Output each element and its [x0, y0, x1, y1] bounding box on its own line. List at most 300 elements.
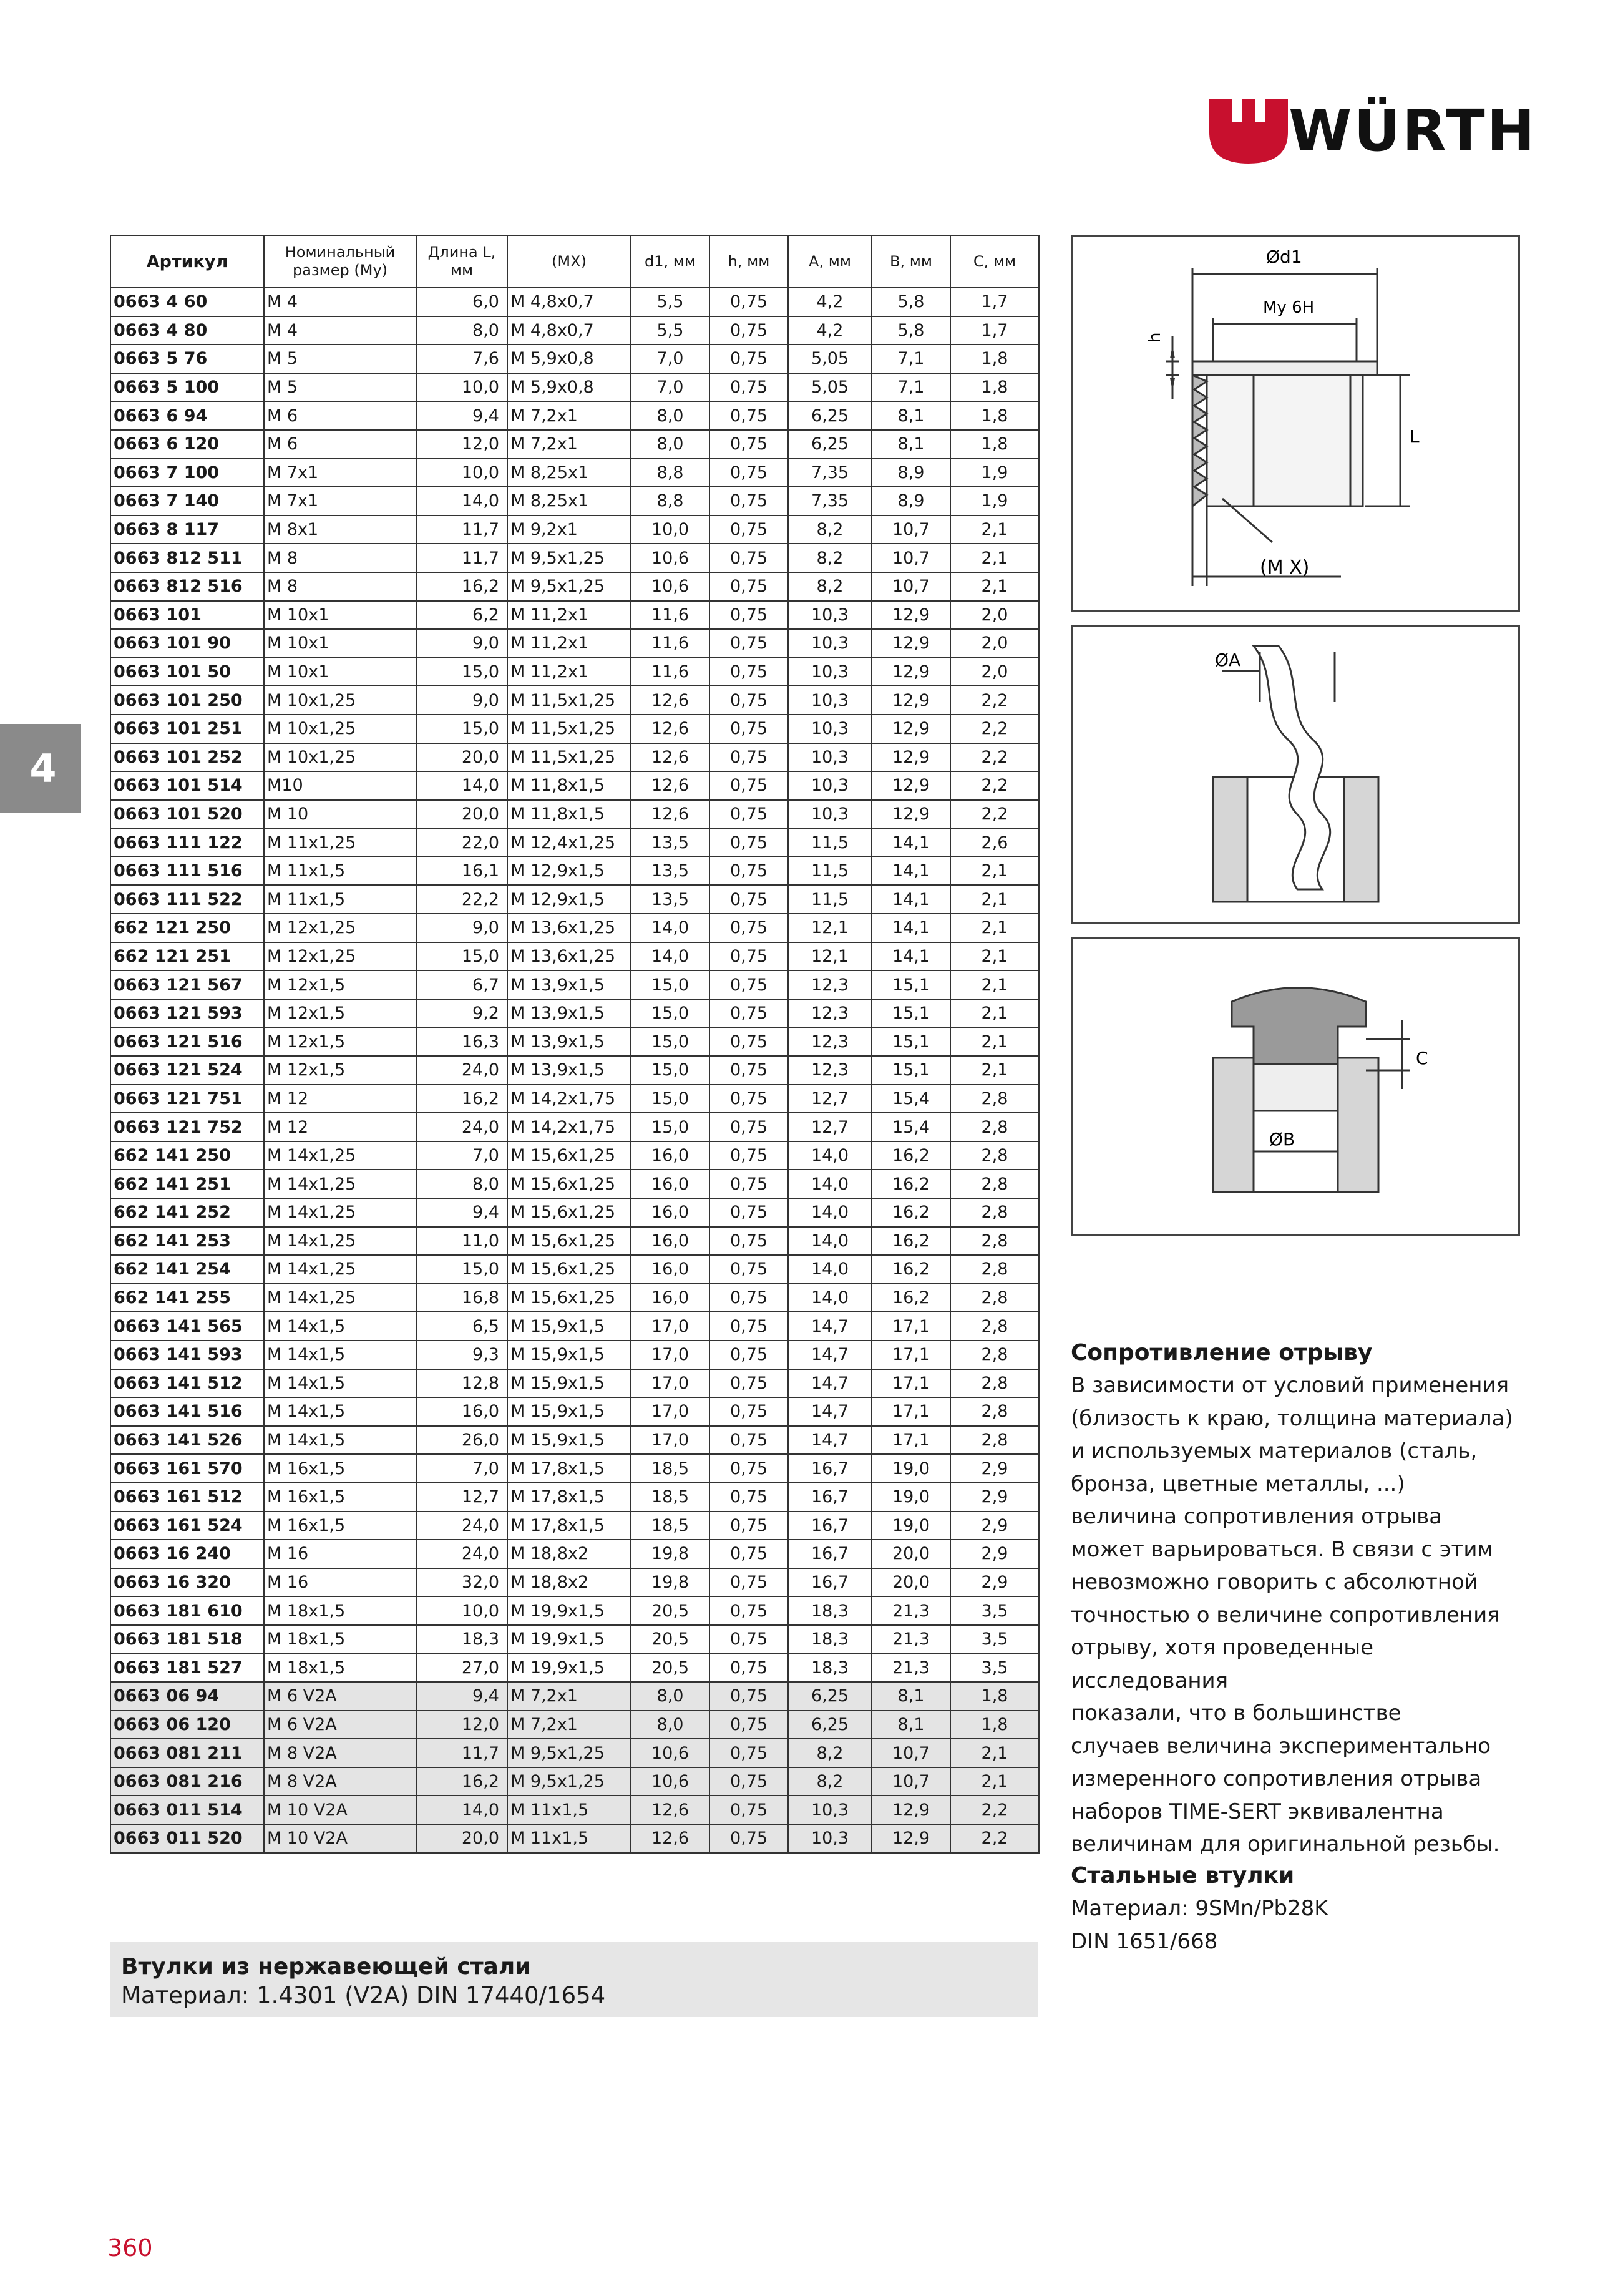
cell-b: 19,0 [872, 1483, 950, 1512]
cell-mx: M 4,8x0,7 [507, 288, 631, 316]
cell-nominal-size: M 11x1,5 [264, 857, 416, 886]
cell-article: 0663 121 752 [110, 1113, 264, 1141]
cell-d1: 19,8 [631, 1568, 709, 1597]
cell-nominal-size: M 14x1,5 [264, 1341, 416, 1369]
cell-mx: M 9,5x1,25 [507, 544, 631, 572]
cell-a: 8,2 [788, 572, 872, 601]
table-row [110, 686, 1039, 715]
cell-h: 0,75 [709, 1568, 788, 1597]
cell-length: 7,0 [416, 1141, 507, 1170]
cell-d1: 12,6 [631, 1824, 709, 1853]
cell-article: 0663 812 516 [110, 572, 264, 601]
cell-a: 16,7 [788, 1540, 872, 1568]
cell-length: 26,0 [416, 1426, 507, 1455]
cell-c: 1,8 [950, 401, 1039, 430]
cell-h: 0,75 [709, 1255, 788, 1284]
steel-title: Стальные втулки [1071, 1863, 1295, 1888]
cell-b: 20,0 [872, 1568, 950, 1597]
cell-c: 2,1 [950, 1739, 1039, 1767]
cell-length: 15,0 [416, 1255, 507, 1284]
cell-nominal-size: M 16 [264, 1540, 416, 1568]
table-row [110, 1739, 1039, 1767]
steel-section [1071, 1860, 1520, 1958]
cell-d1: 12,6 [631, 715, 709, 743]
cell-nominal-size: M 8x1 [264, 515, 416, 544]
cell-nominal-size: M 16 [264, 1568, 416, 1597]
header-d1: d1, мм [631, 235, 709, 288]
table-row [110, 1540, 1039, 1568]
cell-a: 10,3 [788, 771, 872, 800]
cell-b: 20,0 [872, 1540, 950, 1568]
cell-nominal-size: M 10x1,25 [264, 715, 416, 743]
cell-c: 2,9 [950, 1454, 1039, 1483]
cell-c: 2,6 [950, 828, 1039, 857]
table-row [110, 658, 1039, 686]
cell-a: 18,3 [788, 1625, 872, 1654]
cell-c: 2,9 [950, 1540, 1039, 1568]
cell-nominal-size: M 5 [264, 344, 416, 373]
drill-a-label: ØA [1215, 650, 1241, 670]
cell-c: 2,1 [950, 1027, 1039, 1056]
cell-d1: 16,0 [631, 1170, 709, 1198]
cell-article: 0663 011 514 [110, 1795, 264, 1824]
cell-b: 16,2 [872, 1170, 950, 1198]
cell-h: 0,75 [709, 999, 788, 1028]
cell-a: 8,2 [788, 515, 872, 544]
cell-d1: 12,6 [631, 743, 709, 772]
cell-length: 6,7 [416, 970, 507, 999]
cell-article: 0663 161 570 [110, 1454, 264, 1483]
table-row [110, 515, 1039, 544]
cell-b: 14,1 [872, 828, 950, 857]
cell-length: 8,0 [416, 316, 507, 345]
cell-b: 10,7 [872, 544, 950, 572]
cell-mx: M 7,2x1 [507, 1711, 631, 1739]
cell-mx: M 5,9x0,8 [507, 344, 631, 373]
cell-nominal-size: M 10 V2A [264, 1824, 416, 1853]
cell-h: 0,75 [709, 914, 788, 942]
cell-mx: M 7,2x1 [507, 1682, 631, 1711]
cell-a: 14,7 [788, 1312, 872, 1341]
cell-article: 662 141 253 [110, 1227, 264, 1256]
cell-article: 0663 101 50 [110, 658, 264, 686]
cell-mx: M 13,6x1,25 [507, 942, 631, 971]
cell-h: 0,75 [709, 288, 788, 316]
cell-length: 12,8 [416, 1369, 507, 1398]
cell-d1: 20,5 [631, 1625, 709, 1654]
cell-a: 14,7 [788, 1397, 872, 1426]
cell-h: 0,75 [709, 1596, 788, 1625]
cell-d1: 10,6 [631, 572, 709, 601]
cell-b: 10,7 [872, 515, 950, 544]
cell-a: 8,2 [788, 1767, 872, 1796]
cell-h: 0,75 [709, 771, 788, 800]
cell-article: 0663 121 524 [110, 1056, 264, 1085]
steel-din: DIN 1651/668 [1071, 1928, 1218, 1954]
stainless-title: Втулки из нержавеющей стали [121, 1954, 531, 1980]
cell-length: 12,0 [416, 430, 507, 459]
cell-b: 10,7 [872, 1739, 950, 1767]
cell-length: 22,0 [416, 828, 507, 857]
cell-h: 0,75 [709, 857, 788, 886]
pullout-text-line: В зависимости от условий применения [1071, 1373, 1509, 1398]
counterbore-diagram [1071, 937, 1520, 1236]
cell-article: 0663 111 122 [110, 828, 264, 857]
spec-table [110, 235, 1040, 1854]
table-row [110, 1711, 1039, 1739]
cell-mx: M 18,8x2 [507, 1568, 631, 1597]
header-length: Длина L, мм [416, 235, 507, 288]
cell-b: 14,1 [872, 857, 950, 886]
table-row [110, 544, 1039, 572]
table-row [110, 316, 1039, 345]
cell-nominal-size: M 14x1,25 [264, 1198, 416, 1227]
cell-article: 0663 16 240 [110, 1540, 264, 1568]
cell-b: 12,9 [872, 686, 950, 715]
table-row [110, 1255, 1039, 1284]
cell-b: 14,1 [872, 885, 950, 914]
cell-mx: M 17,8x1,5 [507, 1454, 631, 1483]
cell-a: 14,7 [788, 1369, 872, 1398]
cell-nominal-size: M 10x1,25 [264, 686, 416, 715]
cell-length: 7,6 [416, 344, 507, 373]
cell-c: 2,1 [950, 914, 1039, 942]
cell-a: 7,35 [788, 459, 872, 487]
cell-d1: 14,0 [631, 914, 709, 942]
table-row [110, 1284, 1039, 1312]
table-row [110, 1426, 1039, 1455]
cell-length: 9,3 [416, 1341, 507, 1369]
table-row [110, 1027, 1039, 1056]
steel-material: Материал: 9SMn/Pb28K [1071, 1896, 1328, 1921]
cell-nominal-size: M 14x1,5 [264, 1426, 416, 1455]
cell-mx: M 15,9x1,5 [507, 1426, 631, 1455]
cell-d1: 8,8 [631, 459, 709, 487]
cell-mx: M 15,6x1,25 [507, 1255, 631, 1284]
table-row [110, 800, 1039, 829]
cell-d1: 15,0 [631, 1113, 709, 1141]
cell-article: 0663 161 512 [110, 1483, 264, 1512]
cell-nominal-size: M 12 [264, 1085, 416, 1113]
cell-mx: M 19,9x1,5 [507, 1596, 631, 1625]
cell-h: 0,75 [709, 1312, 788, 1341]
cell-b: 12,9 [872, 601, 950, 630]
cell-b: 12,9 [872, 715, 950, 743]
cell-a: 12,7 [788, 1085, 872, 1113]
cell-length: 16,2 [416, 1767, 507, 1796]
cell-b: 16,2 [872, 1284, 950, 1312]
cell-length: 9,4 [416, 1682, 507, 1711]
cell-length: 15,0 [416, 658, 507, 686]
cell-mx: M 15,9x1,5 [507, 1397, 631, 1426]
cell-article: 662 141 252 [110, 1198, 264, 1227]
cell-b: 17,1 [872, 1397, 950, 1426]
cell-c: 2,8 [950, 1369, 1039, 1398]
cell-d1: 15,0 [631, 999, 709, 1028]
cell-article: 662 141 250 [110, 1141, 264, 1170]
cell-a: 12,3 [788, 970, 872, 999]
cell-a: 14,7 [788, 1426, 872, 1455]
cell-article: 0663 141 526 [110, 1426, 264, 1455]
pullout-text-line: бронза, цветные металлы, ...) [1071, 1471, 1405, 1497]
cell-c: 2,8 [950, 1426, 1039, 1455]
cell-c: 2,1 [950, 942, 1039, 971]
cell-a: 14,0 [788, 1170, 872, 1198]
cell-length: 24,0 [416, 1540, 507, 1568]
cell-h: 0,75 [709, 1739, 788, 1767]
cell-mx: M 18,8x2 [507, 1540, 631, 1568]
cell-d1: 11,6 [631, 601, 709, 630]
cell-d1: 10,0 [631, 515, 709, 544]
cell-b: 8,1 [872, 430, 950, 459]
cell-nominal-size: M 6 [264, 401, 416, 430]
chapter-tab[interactable]: 4 [0, 724, 81, 813]
cell-article: 662 141 254 [110, 1255, 264, 1284]
table-row [110, 1113, 1039, 1141]
cell-length: 20,0 [416, 1824, 507, 1853]
cell-mx: M 12,4x1,25 [507, 828, 631, 857]
cell-h: 0,75 [709, 629, 788, 658]
cell-nominal-size: M 5 [264, 373, 416, 402]
cell-length: 14,0 [416, 487, 507, 515]
cell-a: 10,3 [788, 686, 872, 715]
cell-mx: M 11,5x1,25 [507, 743, 631, 772]
cell-b: 14,1 [872, 914, 950, 942]
cell-nominal-size: M 12 [264, 1113, 416, 1141]
cell-nominal-size: M 16x1,5 [264, 1483, 416, 1512]
cell-c: 2,8 [950, 1341, 1039, 1369]
cell-h: 0,75 [709, 601, 788, 630]
cell-h: 0,75 [709, 1141, 788, 1170]
cell-article: 662 121 251 [110, 942, 264, 971]
cell-b: 10,7 [872, 572, 950, 601]
cell-c: 1,7 [950, 316, 1039, 345]
cell-length: 9,0 [416, 686, 507, 715]
cell-a: 6,25 [788, 1711, 872, 1739]
cell-mx: M 19,9x1,5 [507, 1625, 631, 1654]
cell-h: 0,75 [709, 373, 788, 402]
cell-nominal-size: M 16x1,5 [264, 1454, 416, 1483]
cell-article: 0663 4 60 [110, 288, 264, 316]
pullout-text-line: величина сопротивления отрыва [1071, 1504, 1443, 1529]
table-row [110, 459, 1039, 487]
cell-nominal-size: M 12x1,5 [264, 999, 416, 1028]
cell-c: 2,8 [950, 1284, 1039, 1312]
cell-nominal-size: M 6 V2A [264, 1682, 416, 1711]
table-row [110, 1341, 1039, 1369]
cell-h: 0,75 [709, 686, 788, 715]
cell-a: 14,0 [788, 1284, 872, 1312]
table-row [110, 1056, 1039, 1085]
table-row [110, 970, 1039, 999]
cell-length: 32,0 [416, 1568, 507, 1597]
cell-article: 0663 7 100 [110, 459, 264, 487]
table-row [110, 1454, 1039, 1483]
cell-length: 9,0 [416, 914, 507, 942]
cell-b: 16,2 [872, 1141, 950, 1170]
cell-d1: 14,0 [631, 942, 709, 971]
cell-length: 16,3 [416, 1027, 507, 1056]
cell-c: 1,8 [950, 1682, 1039, 1711]
header-mx: (MX) [507, 235, 631, 288]
cell-d1: 15,0 [631, 1027, 709, 1056]
cell-h: 0,75 [709, 1454, 788, 1483]
cell-h: 0,75 [709, 885, 788, 914]
cell-b: 15,4 [872, 1085, 950, 1113]
cell-length: 14,0 [416, 771, 507, 800]
cell-d1: 16,0 [631, 1227, 709, 1256]
cell-length: 22,2 [416, 885, 507, 914]
cell-h: 0,75 [709, 344, 788, 373]
cell-h: 0,75 [709, 942, 788, 971]
cell-d1: 10,6 [631, 1767, 709, 1796]
table-row [110, 1369, 1039, 1398]
cell-article: 0663 101 251 [110, 715, 264, 743]
cell-h: 0,75 [709, 1654, 788, 1683]
cell-h: 0,75 [709, 1198, 788, 1227]
cell-mx: M 5,9x0,8 [507, 373, 631, 402]
cell-c: 1,7 [950, 288, 1039, 316]
cell-h: 0,75 [709, 1397, 788, 1426]
cell-length: 10,0 [416, 1596, 507, 1625]
cell-a: 16,7 [788, 1512, 872, 1540]
cell-d1: 8,8 [631, 487, 709, 515]
cell-b: 16,2 [872, 1227, 950, 1256]
cell-mx: M 15,6x1,25 [507, 1170, 631, 1198]
cell-nominal-size: M10 [264, 771, 416, 800]
page-number: 360 [107, 2234, 153, 2262]
cell-h: 0,75 [709, 1795, 788, 1824]
cell-b: 16,2 [872, 1255, 950, 1284]
cell-a: 14,7 [788, 1341, 872, 1369]
cell-c: 1,8 [950, 1711, 1039, 1739]
cell-length: 11,7 [416, 544, 507, 572]
cell-a: 10,3 [788, 629, 872, 658]
table-row [110, 857, 1039, 886]
cell-h: 0,75 [709, 658, 788, 686]
cell-article: 0663 8 117 [110, 515, 264, 544]
cell-d1: 8,0 [631, 401, 709, 430]
cell-length: 16,2 [416, 572, 507, 601]
cell-a: 10,3 [788, 715, 872, 743]
cell-d1: 16,0 [631, 1255, 709, 1284]
cell-a: 10,3 [788, 743, 872, 772]
cell-d1: 13,5 [631, 857, 709, 886]
cell-c: 3,5 [950, 1596, 1039, 1625]
pullout-text-line: случаев величина экспериментально [1071, 1733, 1491, 1759]
cell-article: 662 141 251 [110, 1170, 264, 1198]
cell-mx: M 11,8x1,5 [507, 771, 631, 800]
cell-nominal-size: M 7x1 [264, 459, 416, 487]
cell-c: 1,8 [950, 430, 1039, 459]
cell-d1: 17,0 [631, 1397, 709, 1426]
table-row [110, 1568, 1039, 1597]
cell-article: 0663 141 512 [110, 1369, 264, 1398]
table-row [110, 828, 1039, 857]
cell-a: 16,7 [788, 1454, 872, 1483]
cell-h: 0,75 [709, 1483, 788, 1512]
cell-c: 2,1 [950, 572, 1039, 601]
cell-mx: M 17,8x1,5 [507, 1483, 631, 1512]
cell-nominal-size: M 10 [264, 800, 416, 829]
table-row [110, 1170, 1039, 1198]
cell-d1: 17,0 [631, 1312, 709, 1341]
cell-d1: 12,6 [631, 1795, 709, 1824]
cell-article: 0663 121 516 [110, 1027, 264, 1056]
cell-b: 8,1 [872, 401, 950, 430]
header-a: A, мм [788, 235, 872, 288]
cell-b: 8,9 [872, 459, 950, 487]
cell-nominal-size: M 14x1,5 [264, 1312, 416, 1341]
table-row [110, 401, 1039, 430]
table-row [110, 601, 1039, 630]
table-row [110, 1625, 1039, 1654]
cell-length: 9,4 [416, 401, 507, 430]
cell-nominal-size: M 14x1,25 [264, 1141, 416, 1170]
cell-article: 0663 16 320 [110, 1568, 264, 1597]
cell-a: 14,0 [788, 1227, 872, 1256]
cell-h: 0,75 [709, 1682, 788, 1711]
cell-d1: 11,6 [631, 658, 709, 686]
cell-h: 0,75 [709, 1767, 788, 1796]
cell-d1: 12,6 [631, 771, 709, 800]
cell-a: 11,5 [788, 885, 872, 914]
pullout-text-line: невозможно говорить с абсолютной [1071, 1570, 1478, 1595]
header-article: Артикул [110, 235, 264, 288]
table-row [110, 1085, 1039, 1113]
table-row [110, 1227, 1039, 1256]
cell-nominal-size: M 6 V2A [264, 1711, 416, 1739]
cell-mx: M 9,2x1 [507, 515, 631, 544]
cell-b: 21,3 [872, 1625, 950, 1654]
cell-length: 12,7 [416, 1483, 507, 1512]
cell-a: 12,3 [788, 999, 872, 1028]
cell-length: 12,0 [416, 1711, 507, 1739]
cell-length: 16,2 [416, 1085, 507, 1113]
table-row [110, 487, 1039, 515]
cell-d1: 11,6 [631, 629, 709, 658]
cell-article: 0663 06 120 [110, 1711, 264, 1739]
pullout-text-line: измеренного сопротивления отрыва [1071, 1766, 1482, 1791]
cell-b: 7,1 [872, 344, 950, 373]
cell-h: 0,75 [709, 1625, 788, 1654]
cell-article: 0663 161 524 [110, 1512, 264, 1540]
cell-b: 17,1 [872, 1312, 950, 1341]
table-row [110, 1795, 1039, 1824]
cell-a: 14,0 [788, 1198, 872, 1227]
cell-d1: 19,8 [631, 1540, 709, 1568]
cell-a: 4,2 [788, 288, 872, 316]
cell-mx: M 13,9x1,5 [507, 1027, 631, 1056]
pullout-text-line: (близость к краю, толщина материала) [1071, 1405, 1513, 1431]
pullout-text-line: отрыву, хотя проведенные исследования [1071, 1635, 1374, 1693]
stainless-material: Материал: 1.4301 (V2A) DIN 17440/1654 [121, 1982, 606, 2009]
cell-mx: M 13,9x1,5 [507, 970, 631, 999]
cell-length: 11,7 [416, 1739, 507, 1767]
cell-a: 12,7 [788, 1113, 872, 1141]
cell-d1: 15,0 [631, 1085, 709, 1113]
cell-article: 0663 181 610 [110, 1596, 264, 1625]
cell-b: 8,1 [872, 1682, 950, 1711]
cell-mx: M 11x1,5 [507, 1824, 631, 1853]
cell-a: 10,3 [788, 800, 872, 829]
table-row [110, 743, 1039, 772]
cell-article: 0663 101 [110, 601, 264, 630]
cell-mx: M 11x1,5 [507, 1795, 631, 1824]
cell-article: 0663 141 565 [110, 1312, 264, 1341]
stainless-note [110, 1942, 1038, 2017]
table-row [110, 430, 1039, 459]
